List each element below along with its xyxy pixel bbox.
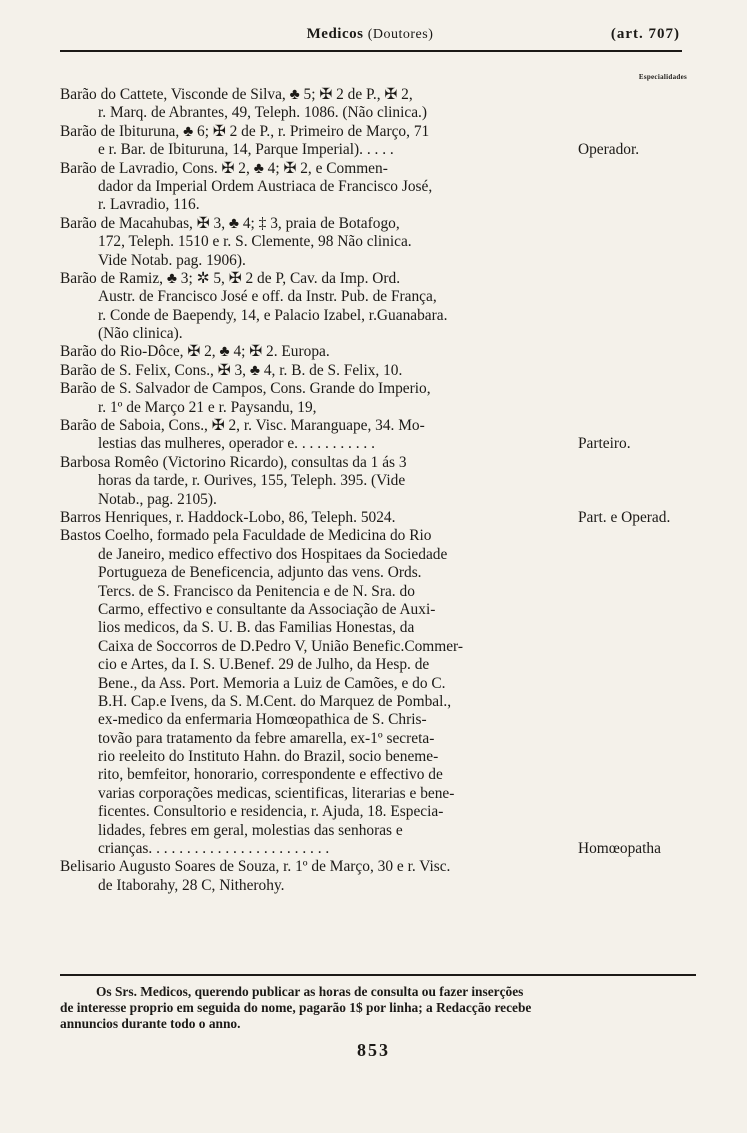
entry-continuation-line [60, 785, 686, 803]
entry-continuation-line [60, 325, 686, 343]
entry-line-text: lestias das mulheres, operador e. . . . . . . . . . . [98, 435, 375, 453]
footer-line-3: annuncios durante todo o anno. [60, 1016, 241, 1031]
entry-line-text: Vide Notab. pag. 1906). [98, 251, 246, 269]
entry-line-text: ficentes. Consultorio e residencia, r. Ajuda, 18. Especia- [98, 803, 444, 821]
header-rule [60, 50, 682, 52]
entry-first-line [60, 380, 686, 398]
directory-entry [60, 343, 686, 361]
entry-continuation-line [60, 601, 686, 619]
entry-line-text: Bene., da Ass. Port. Memoria a Luiz de Camões, e do C. [98, 674, 446, 692]
entry-line-text: B.H. Cap.e Ivens, da S. M.Cent. do Marquez de Pombal., [98, 692, 452, 710]
directory-entry [60, 858, 686, 895]
entry-continuation-line [60, 675, 686, 693]
entry-specialty: Parteiro. [578, 435, 631, 453]
directory-entry [60, 123, 686, 160]
entry-first-line [60, 527, 686, 545]
entry-first-line [60, 454, 686, 472]
entry-line-text: lidades, febres em geral, molestias das senhoras e [98, 821, 403, 839]
entry-continuation-line [60, 693, 686, 711]
entry-line-text: Barão de S. Felix, Cons., ✠ 3, ♣ 4, r. B. de S. Felix, 10. [60, 361, 403, 379]
entry-line-text: r. Conde de Baependy, 14, e Palacio Izabel, r.Guanabara. [98, 306, 448, 324]
footer-rule [60, 974, 696, 976]
entry-continuation-line [60, 252, 686, 270]
entry-continuation-line [60, 472, 686, 490]
entry-line-text: Caixa de Soccorros de D.Pedro V, União Benefic.Commer- [98, 637, 463, 655]
entry-line-text: rito, bemfeitor, honorario, correspondente e effectivo de [98, 766, 443, 784]
entry-line-text: (Não clinica). [98, 325, 183, 343]
page-title-subtitle: (Doutores) [367, 27, 434, 42]
entry-continuation-line [60, 233, 686, 251]
entry-continuation-line [60, 491, 686, 509]
entry-line-text: Barbosa Romêo (Victorino Ricardo), consultas da 1 ás 3 [60, 453, 407, 471]
entry-line-text: Belisario Augusto Soares de Souza, r. 1º de Março, 30 e r. Visc. [60, 858, 451, 876]
entry-continuation-line [60, 583, 686, 601]
entry-list [60, 86, 686, 895]
entry-line-text: 172, Teleph. 1510 e r. S. Clemente, 98 Não clinica. [98, 233, 412, 251]
entry-line-text: Barão de Ibituruna, ♣ 6; ✠ 2 de P., r. Primeiro de Março, 71 [60, 122, 430, 140]
entry-continuation-line [60, 766, 686, 784]
entry-continuation-line [60, 178, 686, 196]
entry-specialty: Part. e Operad. [578, 508, 671, 526]
entry-line-text: Bastos Coelho, formado pela Faculdade de Medicina do Rio [60, 527, 432, 545]
entry-line-text: Carmo, effectivo e consultante da Associação de Auxi- [98, 600, 436, 618]
entry-line-text: ex-medico da enfermaria Homœopathica de S. Chris- [98, 711, 427, 729]
entry-continuation-line [60, 711, 686, 729]
directory-entry [60, 160, 686, 215]
entry-line-text: Barão de Macahubas, ✠ 3, ♣ 4; ‡ 3, praia de Botafogo, [60, 214, 400, 232]
entry-continuation-line [60, 435, 686, 453]
entry-line-text: lios medicos, da S. U. B. das Familias Honestas, da [98, 619, 415, 637]
entry-line-text: Barão de Saboia, Cons., ✠ 2, r. Visc. Maranguape, 34. Mo- [60, 417, 425, 435]
entry-continuation-line [60, 638, 686, 656]
directory-entry [60, 362, 686, 380]
entry-line-text: horas da tarde, r. Ourives, 155, Teleph. 395. (Vide [98, 472, 406, 490]
entry-continuation-line [60, 619, 686, 637]
entry-line-text: Barão do Cattete, Visconde de Silva, ♣ 5; ✠ 2 de P., ✠ 2, [60, 86, 413, 103]
specialty-column-header: Especialidades [638, 73, 687, 81]
entry-first-line [60, 362, 686, 380]
directory-entry [60, 454, 686, 509]
entry-line-text: r. 1º de Março 21 e r. Paysandu, 19, [98, 398, 317, 416]
entry-line-text: de Janeiro, medico effectivo dos Hospitaes da Sociedade [98, 545, 448, 563]
entry-specialty: Homœopatha [578, 840, 661, 858]
entry-continuation-line [60, 196, 686, 214]
entry-continuation-line [60, 141, 686, 159]
directory-entry [60, 270, 686, 344]
entry-line-text: Barão de Ramiz, ♣ 3; ✲ 5, ✠ 2 de P, Cav. da Imp. Ord. [60, 269, 401, 287]
footer-line-1: Os Srs. Medicos, querendo publicar as horas de consulta ou fazer inserções [96, 984, 524, 999]
entry-line-text: cio e Artes, da I. S. U.Benef. 29 de Julho, da Hesp. de [98, 656, 430, 674]
entry-line-text: Barão de S. Salvador de Campos, Cons. Grande do Imperio, [60, 380, 431, 398]
entry-line-text: crianças. . . . . . . . . . . . . . . . . . . . . . . . [98, 840, 330, 858]
page-title-main: Medicos [306, 26, 364, 42]
entry-line-text: Barão de Lavradio, Cons. ✠ 2, ♣ 4; ✠ 2, e Commen- [60, 159, 388, 177]
entry-continuation-line [60, 656, 686, 674]
directory-entry [60, 215, 686, 270]
entry-line-text: Austr. de Francisco José e off. da Instr. Pub. de França, [98, 288, 437, 306]
entry-line-text: Tercs. de S. Francisco da Penitencia e de N. Sra. do [98, 582, 415, 600]
entry-continuation-line [60, 877, 686, 895]
entry-first-line [60, 86, 686, 104]
entry-continuation-line [60, 730, 686, 748]
directory-entry [60, 527, 686, 858]
entry-continuation-line [60, 288, 686, 306]
entry-continuation-line [60, 822, 686, 840]
entry-continuation-line [60, 840, 686, 858]
entry-line-text: Barão do Rio-Dôce, ✠ 2, ♣ 4; ✠ 2. Europa. [60, 343, 330, 361]
entry-continuation-line [60, 307, 686, 325]
entry-first-line [60, 343, 686, 361]
entry-first-line [60, 215, 686, 233]
entry-line-text: varias corporações medicas, scientificas, literarias e bene- [98, 784, 455, 802]
article-number: (art. 707) [610, 26, 680, 42]
entry-first-line [60, 858, 686, 876]
entry-first-line [60, 270, 686, 288]
entry-continuation-line [60, 546, 686, 564]
entry-line-text: Portugueza de Beneficencia, adjunto das vens. Ords. [98, 564, 422, 582]
entry-specialty: Operador. [578, 141, 640, 159]
entry-line-text: Barros Henriques, r. Haddock-Lobo, 86, Teleph. 5024. [60, 508, 396, 526]
directory-entry [60, 380, 686, 417]
entry-line-text: r. Marq. de Abrantes, 49, Teleph. 1086. (Não clinica.) [98, 104, 428, 122]
entry-first-line [60, 123, 686, 141]
entry-first-line [60, 160, 686, 178]
directory-entry [60, 417, 686, 454]
directory-entry [60, 509, 686, 527]
entry-continuation-line [60, 564, 686, 582]
entry-line-text: r. Lavradio, 116. [98, 196, 200, 214]
entry-line-text: de Itaborahy, 28 C, Nitherohy. [98, 876, 285, 894]
entry-line-text: tovão para tratamento da febre amarella, ex-1º secreta- [98, 729, 435, 747]
entry-first-line [60, 417, 686, 435]
entry-continuation-line [60, 748, 686, 766]
entry-continuation-line [60, 104, 686, 122]
entry-line-text: dador da Imperial Ordem Austriaca de Francisco José, [98, 177, 433, 195]
page-number: 853 [357, 1040, 390, 1060]
entry-continuation-line [60, 399, 686, 417]
entry-line-text: e r. Bar. de Ibituruna, 14, Parque Imperial). . . . . [98, 141, 394, 159]
page-header [60, 26, 680, 50]
entry-continuation-line [60, 803, 686, 821]
footer-notice [60, 984, 700, 1032]
footer-line-2: de interesse proprio em seguida do nome, pagarão 1$ por linha; a Redacção recebe [60, 1000, 532, 1015]
page-title [60, 26, 680, 43]
directory-entry [60, 86, 686, 123]
entry-first-line [60, 509, 686, 527]
entry-line-text: Notab., pag. 2105). [98, 490, 217, 508]
entry-line-text: rio reeleito do Instituto Hahn. do Brazil, socio beneme- [98, 748, 439, 766]
